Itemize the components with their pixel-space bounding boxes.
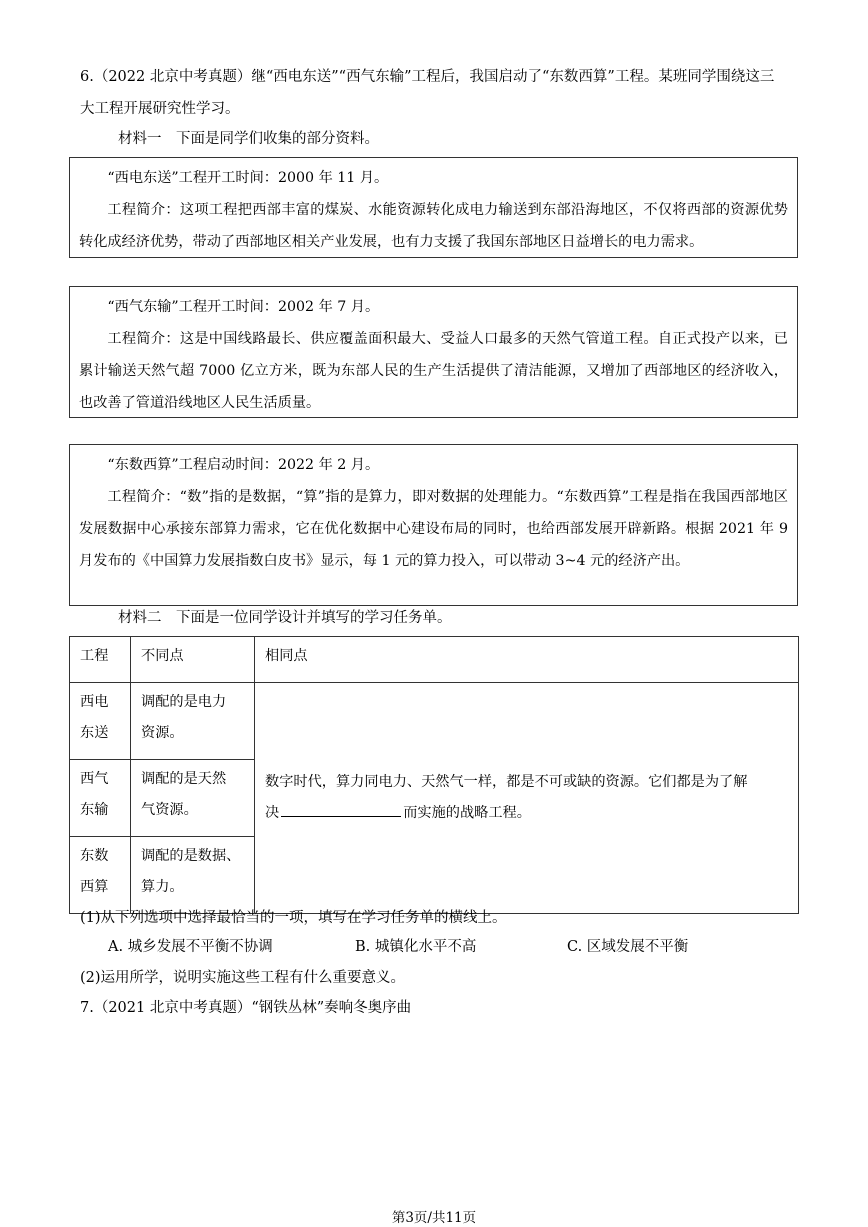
box-start-date: “西电东送”工程开工时间：2000 年 11 月。 xyxy=(107,170,389,186)
q6-stem-line2: 大工程开展研究性学习。 xyxy=(80,101,240,117)
difference-line: 调配的是电力 xyxy=(141,694,227,710)
box-intro: 工程简介：这是中国线路最长、供应覆盖面积最大、受益人口最多的天然气管道工程。自正式投产以来，已累计输送天然气超 7000 亿立方米，既为东部人民的生产生活提供了清洁能源，又增加了西部地区的经济收入，也改善了管道沿线地区人民生活质量。 xyxy=(79,331,788,411)
common-cell xyxy=(255,683,799,914)
header-difference: 不同点 xyxy=(131,637,255,683)
project-name-line: 西电 xyxy=(80,694,109,710)
project-name-line: 东输 xyxy=(80,802,109,818)
difference-line: 算力。 xyxy=(141,879,184,895)
sub-question-1: (1)从下列选项中选择最恰当的一项，填写在学习任务单的横线上。 xyxy=(80,910,507,926)
difference-cell xyxy=(131,837,255,914)
difference-line: 调配的是天然 xyxy=(141,771,227,787)
project-cell xyxy=(70,683,131,760)
table-header-row xyxy=(70,637,799,683)
q7-stem: 7.（2021 北京中考真题）“钢铁丛林”奏响冬奥序曲 xyxy=(80,1000,412,1016)
common-line2 xyxy=(265,798,788,829)
project-name-line: 东送 xyxy=(80,725,109,741)
difference-cell xyxy=(131,760,255,837)
material2-intro: 材料二 下面是一位同学设计并填写的学习任务单。 xyxy=(118,610,452,626)
table-row xyxy=(70,683,799,760)
header-project: 工程 xyxy=(70,637,131,683)
difference-cell xyxy=(131,683,255,760)
option-c: C. 区域发展不平衡 xyxy=(567,939,689,955)
header-common: 相同点 xyxy=(255,637,799,683)
material1-intro: 材料一 下面是同学们收集的部分资料。 xyxy=(118,131,379,147)
material-box-xiqidongshu xyxy=(69,286,798,418)
difference-line: 调配的是数据、 xyxy=(141,848,241,864)
project-name-line: 西气 xyxy=(80,771,109,787)
box-start-date: “西气东输”工程开工时间：2002 年 7 月。 xyxy=(107,299,380,315)
box-intro: 工程简介：“数”指的是数据，“算”指的是算力，即对数据的处理能力。“东数西算”工程是指在我国西部地区发展数据中心承接东部算力需求，它在优化数据中心建设布局的同时，也给西部发展开辟新路。根据 2021 年 9 月发布的《中国算力发展指数白皮书》显示，每 1 元的算力投入，可以带动 3~4 元的经济产出。 xyxy=(79,489,788,569)
sub-question-2: (2)运用所学，说明实施这些工程有什么重要意义。 xyxy=(80,970,406,986)
material-box-dongshuxisuan xyxy=(69,444,798,606)
common-line2-post: 而实施的战略工程。 xyxy=(403,805,531,821)
project-cell xyxy=(70,837,131,914)
project-name-line: 西算 xyxy=(80,879,109,895)
answer-blank[interactable] xyxy=(281,802,401,817)
difference-line: 资源。 xyxy=(141,725,184,741)
box-intro: 工程简介：这项工程把西部丰富的煤炭、水能资源转化成电力输送到东部沿海地区，不仅将西部的资源优势转化成经济优势，带动了西部地区相关产业发展，也有力支援了我国东部地区日益增长的电力需求。 xyxy=(79,202,788,250)
option-a: A. 城乡发展不平衡不协调 xyxy=(108,939,273,955)
box-start-date: “东数西算”工程启动时间：2022 年 2 月。 xyxy=(107,457,380,473)
option-b: B. 城镇化水平不高 xyxy=(355,939,477,955)
project-name-line: 东数 xyxy=(80,848,109,864)
material-box-xidiandongsong xyxy=(69,157,798,258)
difference-line: 气资源。 xyxy=(141,802,198,818)
common-line2-pre: 决 xyxy=(265,805,280,821)
page-footer: 第3页/共11页 xyxy=(391,1210,477,1226)
task-sheet-table xyxy=(69,636,799,914)
common-line1: 数字时代，算力同电力、天然气一样，都是不可或缺的资源。它们都是为了解 xyxy=(265,774,748,790)
q6-stem-line1: 6.（2022 北京中考真题）继“西电东送”“西气东输”工程后，我国启动了“东数西算”工程。某班同学围绕这三 xyxy=(80,69,775,85)
project-cell xyxy=(70,760,131,837)
